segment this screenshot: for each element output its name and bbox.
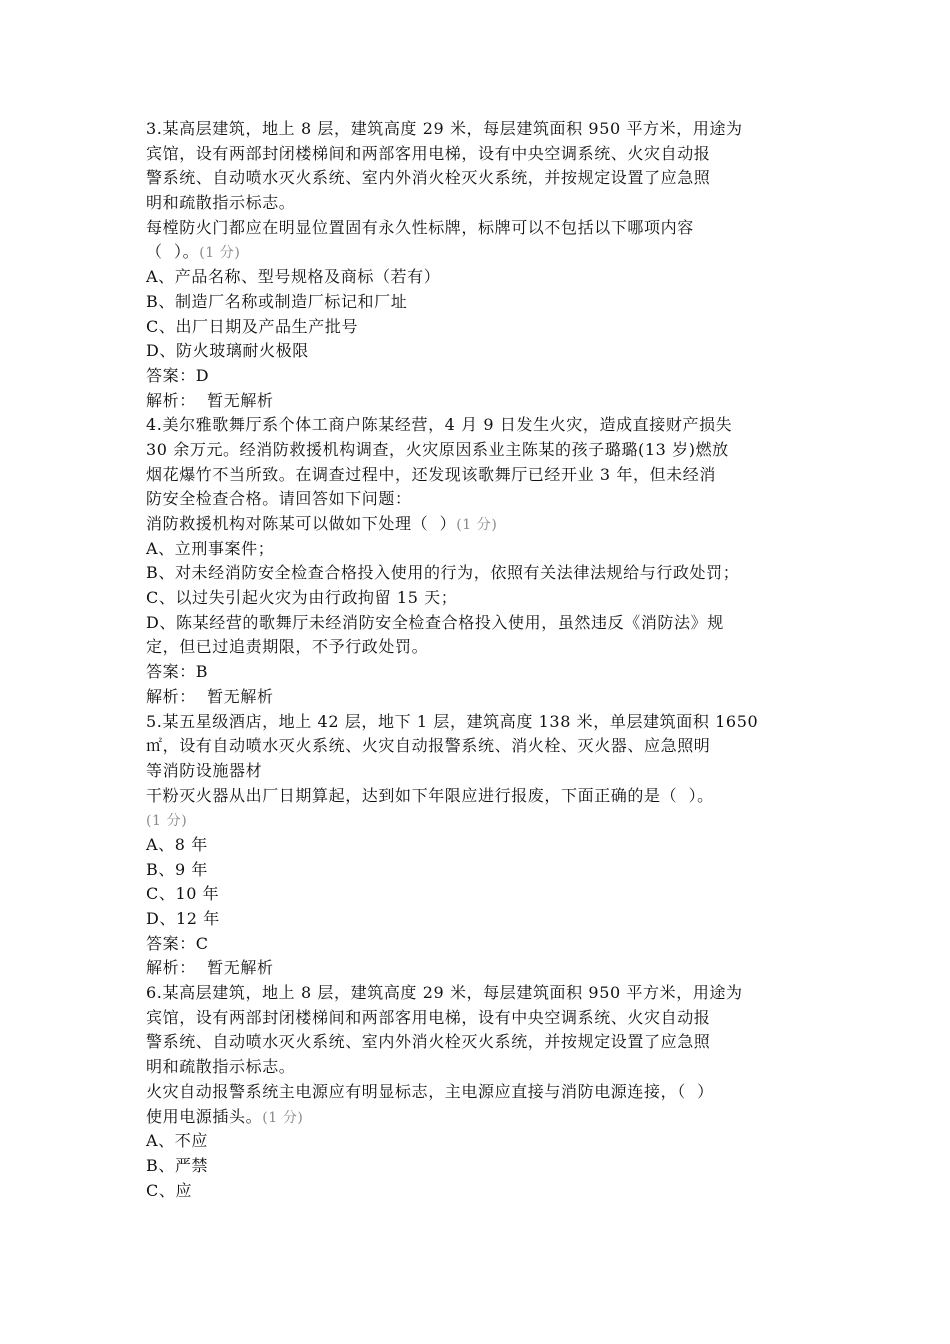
line-text: 等消防设施器材 [146, 760, 263, 780]
line-text: 明和疏散指示标志。 [146, 1057, 296, 1077]
line-text: 4.美尔雅歌舞厅系个体工商户陈某经营，4 月 9 日发生火灾，造成直接财产损失 [146, 415, 733, 435]
line-text: D、陈某经营的歌舞厅未经消防安全检查合格投入使用，虽然违反《消防法》规 [146, 612, 724, 632]
line-text: 定，但已过追责期限，不予行政处罚。 [146, 637, 429, 657]
document-body [146, 117, 818, 1203]
question-stem [146, 216, 818, 241]
option-a [146, 833, 818, 858]
line-text: 警系统、自动喷水灭火系统、室内外消火栓灭火系统，并按规定设置了应急照 [146, 1032, 711, 1052]
line-text: 解析： 暂无解析 [146, 686, 274, 706]
line-text: 干粉灭火器从出厂日期算起，达到如下年限应进行报废，下面正确的是（ ）。 [146, 785, 714, 805]
question-stem [146, 512, 818, 537]
line-text: 解析： 暂无解析 [146, 390, 274, 410]
score-label: (1 分) [199, 245, 241, 262]
line-text: B、9 年 [146, 859, 209, 879]
text-line [146, 142, 818, 167]
question-stem [146, 784, 818, 809]
line-text: B、制造厂名称或制造厂标记和厂址 [146, 291, 408, 311]
option-a [146, 1129, 818, 1154]
line-text: 警系统、自动喷水灭火系统、室内外消火栓灭火系统，并按规定设置了应急照 [146, 168, 711, 188]
line-text: C、10 年 [146, 884, 220, 904]
line-text: B、对未经消防安全检查合格投入使用的行为，依照有关法律法规给与行政处罚； [146, 563, 740, 583]
line-text: C、以过失引起火灾为由行政拘留 15 天； [146, 588, 458, 608]
line-text: 5.某五星级酒店，地上 42 层，地下 1 层，建筑高度 138 米，单层建筑面积 1650 [146, 711, 759, 731]
line-text: 使用电源插头。 [146, 1106, 263, 1126]
line-text: C、应 [146, 1180, 193, 1200]
line-text: B、严禁 [146, 1155, 209, 1175]
answer-line [146, 364, 818, 389]
line-text: 防安全检查合格。请回答如下问题： [146, 489, 412, 509]
line-text: （ ）。 [146, 242, 200, 262]
line-text: 火灾自动报警系统主电源应有明显标志，主电源应直接与消防电源连接，（ ） [146, 1081, 714, 1101]
option-c [146, 586, 818, 611]
option-b [146, 1154, 818, 1179]
text-line [146, 117, 818, 142]
text-line [146, 438, 818, 463]
text-line [146, 487, 818, 512]
score-label: (1 分) [262, 1109, 304, 1126]
text-line [146, 981, 818, 1006]
option-b [146, 290, 818, 315]
text-line [146, 413, 818, 438]
line-text: 答案：B [146, 662, 209, 682]
text-line [146, 463, 818, 488]
line-text: A、8 年 [146, 834, 208, 854]
line-text: 宾馆，设有两部封闭楼梯间和两部客用电梯，设有中央空调系统、火灾自动报 [146, 1007, 711, 1027]
text-line [146, 710, 818, 735]
option-a [146, 537, 818, 562]
line-text: 烟花爆竹不当所致。在调查过程中，还发现该歌舞厅已经开业 3 年，但未经消 [146, 464, 716, 484]
question-stem [146, 808, 818, 833]
line-text: 答案：C [146, 933, 209, 953]
option-b [146, 858, 818, 883]
text-line [146, 1055, 818, 1080]
line-text: 6.某高层建筑，地上 8 层，建筑高度 29 米，每层建筑面积 950 平方米，用途为 [146, 983, 743, 1003]
question-stem [146, 1080, 818, 1105]
line-text: ㎡，设有自动喷水灭火系统、火灾自动报警系统、消火栓、灭火器、应急照明 [146, 736, 711, 756]
line-text: 3.某高层建筑，地上 8 层，建筑高度 29 米，每层建筑面积 950 平方米，用途为 [146, 119, 743, 138]
option-c [146, 882, 818, 907]
answer-line [146, 660, 818, 685]
text-line [146, 759, 818, 784]
line-text: D、12 年 [146, 909, 220, 928]
question-stem [146, 240, 818, 265]
line-text: 答案：D [146, 365, 210, 385]
text-line [146, 1006, 818, 1031]
option-c [146, 1179, 818, 1204]
option-b [146, 561, 818, 586]
text-line [146, 734, 818, 759]
line-text: 30 余万元。经消防救援机构调查，火灾原因系业主陈某的孩子璐璐(13 岁)燃放 [146, 439, 729, 459]
option-a [146, 265, 818, 290]
answer-line [146, 932, 818, 957]
option-d [146, 611, 818, 636]
analysis-line [146, 956, 818, 981]
line-text: 每樘防火门都应在明显位置固有永久性标牌，标牌可以不包括以下哪项内容 [146, 217, 694, 237]
line-text: A、产品名称、型号规格及商标（若有） [146, 267, 441, 287]
score-label: (1 分) [146, 813, 188, 830]
option-c [146, 315, 818, 340]
line-text: A、立刑事案件； [146, 538, 275, 558]
text-line [146, 166, 818, 191]
analysis-line [146, 389, 818, 414]
line-text: 宾馆，设有两部封闭楼梯间和两部客用电梯，设有中央空调系统、火灾自动报 [146, 143, 711, 163]
option-d-continued [146, 635, 818, 660]
line-text: A、不应 [146, 1131, 208, 1151]
line-text: D、防火玻璃耐火极限 [146, 341, 309, 361]
option-d [146, 339, 818, 364]
line-text: 消防救援机构对陈某可以做如下处理（ ） [146, 514, 457, 533]
line-text: 明和疏散指示标志。 [146, 193, 296, 213]
question-stem [146, 1105, 818, 1130]
text-line [146, 191, 818, 216]
analysis-line [146, 685, 818, 710]
line-text: 解析： 暂无解析 [146, 958, 274, 978]
line-text: C、出厂日期及产品生产批号 [146, 316, 359, 336]
text-line [146, 1030, 818, 1055]
option-d [146, 907, 818, 932]
score-label: (1 分) [456, 517, 498, 533]
